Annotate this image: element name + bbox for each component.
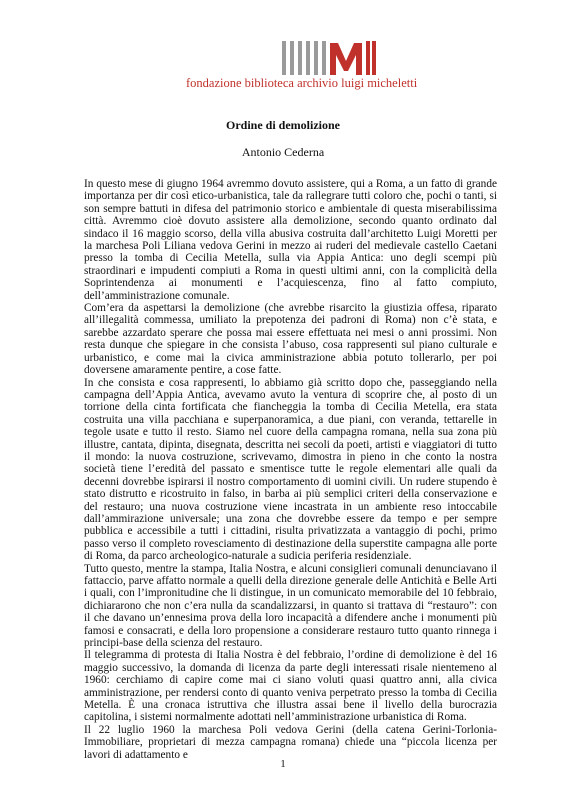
paragraph-4: Tutto questo, mentre la stampa, Italia Nostra, e alcuni consiglieri comunali denunciavano il fattaccio, parve affatto normale a quelli della direzione generale delle Antichità e Belle Arti i quali, con l’impronitudine che li distingue, in un comunicato memorabile del 10 febbraio, dichiararono che non c’era nulla da scandalizzarsi, in quanto si trattava di “restauro”: con il che davano un’ennesima prova della loro incapacità a difendere anche i monumenti più famosi e consacrati, e della loro propensione a considerare restauro tutto quanto rinnega i principi-base della scienza del restauro. — [84, 562, 497, 650]
logo-text: fondazione biblioteca archivio luigi micheletti — [186, 76, 418, 90]
paragraph-3: In che consista e cosa rappresenti, lo abbiamo già scritto dopo che, passeggiando nella campagna dell’Appia Antica, avevamo avuto la ventura di scoprire che, al posto di un torrione della cinta fortificata che fiancheggia la tomba di Cecilia Metella, era stata costruita una villa pacchiana e superpanoramica, a due piani, con veranda, tettarelle in tegole usate e tutto il resto. Siamo nel cuore della campagna romana, nella sua zona più illustre, cantata, dipinta, disegnata, descritta nei secoli da poeti, artisti e viaggiatori di tutto il mondo: la nuova costruzione, scrivevamo, dimostra in pieno in che conto la nostra società tiene l’eredità del passato e smentisce tutte le regole elementari alle quali da decenni dovrebbe ispirarsi il nostro comportamento di uomini civili. Un rudere stupendo è stato distrutto e ricostruito in falso, in barba ai più semplici criteri della conservazione e del restauro; una nuova costruzione viene incastrata in un ambiente reso intoccabile dall’ammirazione universale; una zona che dovrebbe essere da tempo e per sempre pubblica e accessibile a tutti i cittadini, risulta privatizzata a vantaggio di pochi, primo passo verso il completo rovesciamento di destinazione della superstite campagna alle porte di Roma, da parco archeologico-naturale a sudicia periferia residenziale. — [84, 376, 497, 563]
header-logo — [0, 0, 566, 90]
paragraph-5: Il telegramma di protesta di Italia Nostra è del febbraio, l’ordine di demolizione è del 16 maggio successivo, la domanda di licenza da parte degli interessati risale nientemeno al 1960: cerchiamo di capire come mai ci siano voluti quasi quattro anni, alla civica amministrazione, per rendersi conto di quanto veniva perpetrato presso la tomba di Cecilia Metella. È una cronaca istruttiva che illustra assai bene il livello della burocrazia capitolina, i sistemi normalmente adottati nell’amministrazione urbanistica di Roma. — [84, 649, 497, 724]
document-author: Antonio Cederna — [241, 145, 325, 159]
paragraph-2: Com’era da aspettarsi la demolizione (che avrebbe risarcito la giustizia offesa, riparato all’illegalità commessa, umiliato la prepotenza dei padroni di Roma) non c’è stata, e sarebbe azzardato sperare che possa mai essere effettuata nei mesi o anni prossimi. Non resta dunque che spiegare in che consista l’abuso, cosa rappresenti sul piano culturale e urbanistico, e come mai la civica amministrazione abbia potuto tollerarlo, per poi doversene amaramente pentire, a cose fatte. — [84, 302, 497, 377]
fondazione-logo-mark — [282, 41, 378, 75]
document-body — [84, 178, 497, 761]
page-number: 1 — [280, 758, 286, 770]
paragraph-1: In questo mese di giugno 1964 avremmo dovuto assistere, qui a Roma, a un fatto di grande importanza per dir così etico-urbanistica, tale da rallegrare tutti coloro che, pochi o tanti, si son sempre battuti in difesa del patrimonio storico e ambientale di questa miserabilissima città. Avremmo cioè dovuto assistere alla demolizione, secondo quanto ordinato dal sindaco il 16 maggio scorso, della villa abusiva costruita dall’architetto Luigi Moretti per la marchesa Poli Liliana vedova Gerini in mezzo ai ruderi del medievale castello Caetani presso la tomba di Cecilia Metella, sulla via Appia Antica: uno degli scempi più straordinari e impudenti compiuti a Roma in questi ultimi anni, con la complicità della Soprintendenza ai monumenti e l’acquiescenza, fino al fatto compiuto, dell’amministrazione comunale. — [84, 178, 497, 302]
document-title: Ordine di demolizione — [226, 118, 340, 132]
paragraph-6: Il 22 luglio 1960 la marchesa Poli vedova Gerini (della catena Gerini-Torlonia-Immobiliare, proprietari di mezza campagna romana) chiede una “piccola licenza per lavori di adattamento e — [84, 723, 497, 761]
